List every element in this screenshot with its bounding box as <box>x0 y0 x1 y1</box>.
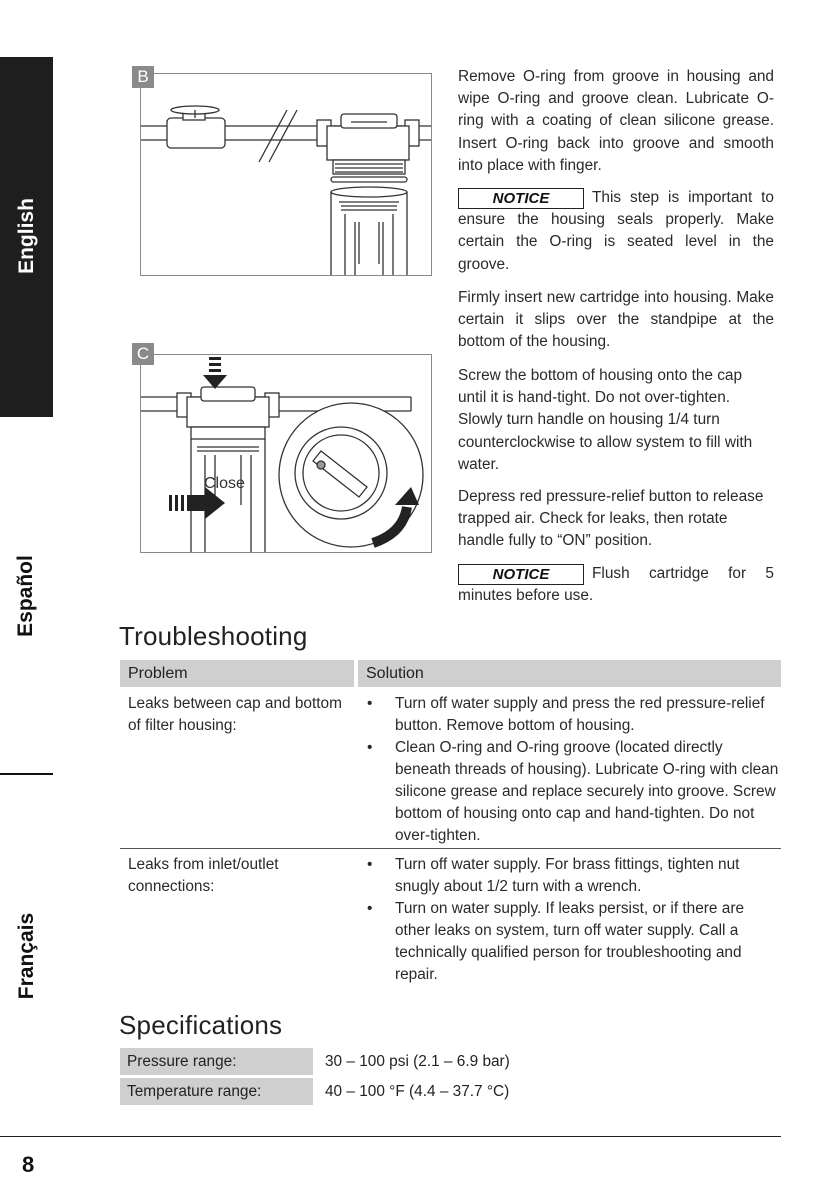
spec-label: Pressure range: <box>120 1048 313 1075</box>
column-header-solution: Solution <box>358 660 781 687</box>
solution-list <box>363 854 781 986</box>
language-label-english[interactable]: English <box>15 198 38 274</box>
notice-flush <box>458 563 774 607</box>
solution-list <box>363 693 781 847</box>
troubleshooting-table-header <box>120 660 781 687</box>
language-label-espanol[interactable]: Español <box>14 555 37 637</box>
figure-c-drawing <box>141 355 431 552</box>
figure-c-label: C <box>132 343 154 365</box>
spec-row <box>120 1078 720 1105</box>
footer-divider <box>0 1136 781 1137</box>
notice-badge: NOTICE <box>458 564 584 585</box>
step-screw-housing: Screw the bottom of housing onto the cap until it is hand-tight. Do not over-tighten. Slowly turn handle on housing 1/4 turn counterclockwise to allow system to fill with water. <box>458 367 753 473</box>
spec-label: Temperature range: <box>120 1078 313 1105</box>
step-pressure-relief: Depress red pressure-relief button to release trapped air. Check for leaks, then rotate handle fully to “ON” position. <box>458 488 764 550</box>
side-divider <box>0 773 53 775</box>
step-insert-cartridge: Firmly insert new cartridge into housing. Make certain it slips over the standpipe at the bottom of the housing. <box>458 289 774 351</box>
close-annotation: Close <box>204 475 245 492</box>
notice-seal-text: This step is important to ensure the housing seals properly. Make certain the O-ring is seated level in the groove. <box>458 189 774 273</box>
notice-seal <box>458 187 774 276</box>
figure-c-illustration <box>140 354 432 553</box>
problem-cell: Leaks from inlet/outlet connections: <box>128 856 279 895</box>
spec-row <box>120 1048 720 1075</box>
solution-item: • Turn on water supply. If leaks persist, or if there are other leaks on system, turn off water supply. Call a technically qualified person for troubleshooting and repair. <box>363 898 781 986</box>
problem-cell: Leaks between cap and bottom of filter housing: <box>128 695 342 734</box>
table-row <box>120 690 781 849</box>
figure-b-label: B <box>132 66 154 88</box>
spec-value: 30 – 100 psi (2.1 – 6.9 bar) <box>325 1053 510 1070</box>
table-row <box>120 851 781 991</box>
figure-b-illustration <box>140 73 432 276</box>
language-label-francais[interactable]: Français <box>15 912 38 1000</box>
notice-badge: NOTICE <box>458 188 584 209</box>
page-number: 8 <box>22 1152 35 1177</box>
figure-b-drawing <box>141 74 431 275</box>
column-header-problem: Problem <box>120 660 354 687</box>
step-remove-oring: Remove O-ring from groove in housing and wipe O-ring and groove clean. Lubricate O-ring with a coating of clean silicone grease. Insert O-ring back into groove and smooth into place with finger. <box>458 68 774 174</box>
solution-item: • Turn off water supply and press the red pressure-relief button. Remove bottom of housing. <box>363 693 781 737</box>
troubleshooting-heading: Troubleshooting <box>119 621 308 651</box>
notice-flush-text: Flush cartridge for 5 minutes before use. <box>458 565 774 605</box>
spec-value: 40 – 100 °F (4.4 – 37.7 °C) <box>325 1083 510 1100</box>
solution-item: • Turn off water supply. For brass fittings, tighten nut snugly about 1/2 turn with a wrench. <box>363 854 781 898</box>
solution-item: • Clean O-ring and O-ring groove (located directly beneath threads of housing). Lubricate O-ring with clean silicone grease and replace securely into groove. Screw bottom of housing onto cap and hand-tighten. Do not over-tighten. <box>363 737 781 847</box>
specifications-heading: Specifications <box>119 1010 283 1040</box>
